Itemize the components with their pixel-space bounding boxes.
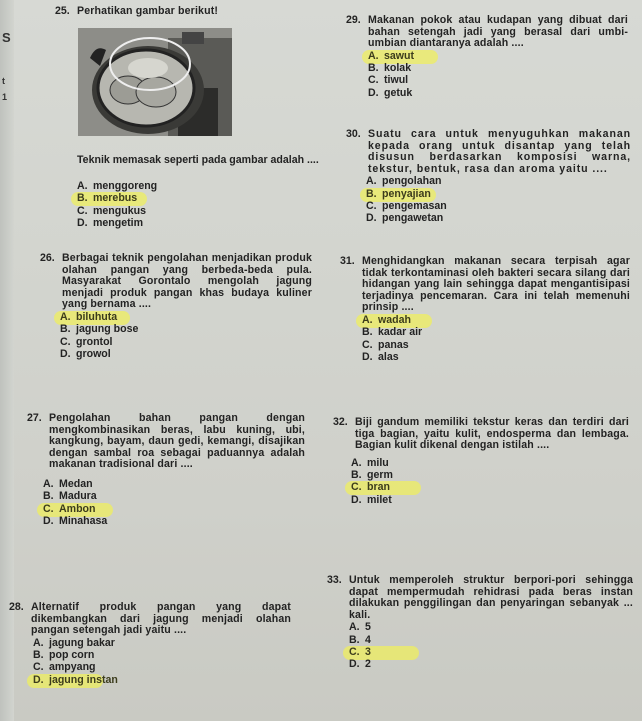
option-c[interactable]: C. pengemasan <box>366 199 447 212</box>
option-b[interactable]: B. 4 <box>349 633 371 646</box>
question-number: 26. <box>40 252 55 264</box>
option-d-selected[interactable]: D. jagung instan <box>33 675 291 687</box>
question-number: 27. <box>27 412 42 424</box>
question-30 <box>346 129 631 226</box>
option-d[interactable]: D. milet <box>351 493 392 506</box>
option-a[interactable]: A. milu <box>351 456 389 469</box>
option-d[interactable]: D. growol <box>60 347 111 360</box>
question-31 <box>340 256 630 364</box>
option-d[interactable]: D. Minahasa <box>43 514 108 527</box>
question-25 <box>55 6 320 18</box>
option-a-selected[interactable]: A. biluhuta <box>60 312 312 324</box>
question-stem: Untuk memperoleh struktur berpori-pori sehingga dapat mempermudah rehidrasi pada beras instan dilakukan penggilingan dan penyaringan sebanyak ... kali. <box>349 574 633 621</box>
question-number: 30. <box>346 128 361 140</box>
question-stem: Makanan pokok atau kudapan yang dibuat dari bahan setengah jadi yang berasal dari umbi-umbian diantaranya adalah .... <box>368 14 628 50</box>
option-a-selected[interactable]: A. wadah <box>362 315 630 327</box>
edge-text-fragment: 1 <box>2 92 8 102</box>
edge-text-fragment: S <box>2 30 11 45</box>
question-28 <box>9 602 291 687</box>
question-number: 28. <box>9 601 24 613</box>
pot-on-stove-image <box>78 28 232 136</box>
option-d[interactable]: D. alas <box>362 350 399 363</box>
option-b-selected[interactable]: B. merebus <box>77 193 315 205</box>
edge-text-fragment: t <box>2 76 5 86</box>
option-c-selected[interactable]: C. bran <box>351 482 629 494</box>
option-c[interactable]: C. tiwul <box>368 74 409 87</box>
option-b[interactable]: B. germ <box>351 469 393 482</box>
question-stem: Pengolahan bahan pangan dengan mengkombinasikan beras, labu kuning, ubi, kangkung, bayam, daun gedi, kemangi, disajikan dengan sambal roa sebagai paduannya adalah makanan tradisional dari .... <box>49 412 305 471</box>
option-b[interactable]: B. pop corn <box>33 649 95 662</box>
question-number: 31. <box>340 255 355 267</box>
option-c[interactable]: C. grontol <box>60 335 113 348</box>
option-a-selected[interactable]: A. sawut <box>368 51 628 63</box>
option-c-selected[interactable]: C. 3 <box>349 647 633 659</box>
option-d[interactable]: D. mengetim <box>77 216 144 229</box>
question-number: 32. <box>333 416 348 428</box>
option-b-selected[interactable]: B. penyajian <box>366 189 631 201</box>
option-d[interactable]: D. getuk <box>368 86 413 99</box>
question-29 <box>346 15 628 100</box>
option-a[interactable]: A. 5 <box>349 621 371 634</box>
question-number: 33. <box>327 574 342 586</box>
question-stem: Berbagai teknik pengolahan menjadikan produk olahan pangan yang berbeda-beda pula. Masyarakat Gorontalo mengolah jagung menjadi produk pangan khas budaya kuliner yang bernama .... <box>62 252 312 311</box>
question-27 <box>27 413 305 528</box>
question-25-caption <box>77 155 327 167</box>
option-b[interactable]: B. kolak <box>368 62 412 75</box>
question-stem: Menghidangkan makanan secara terpisah agar tidak terkontaminasi oleh bakteri secara silang dari hidangan yang lain sehingga dapat mengantisipasi terjadinya pencemaran. Cara ini telah memenuhi prinsip .... <box>362 255 630 314</box>
question-stem: Perhatikan gambar berikut! <box>77 5 219 17</box>
option-b[interactable]: B. jagung bose <box>60 323 139 336</box>
option-d[interactable]: D. pengawetan <box>366 212 444 225</box>
option-b[interactable]: B. Madura <box>43 490 97 503</box>
cooking-pot-photo <box>78 28 232 136</box>
question-stem: Biji gandum memiliki tekstur keras dan terdiri dari tiga bagian, yaitu kulit, endosperma dan lembaga. Bagian kulit dikenal dengan istilah .... <box>355 416 629 452</box>
question-stem: Alternatif produk pangan yang dapat dikembangkan dari jagung menjadi olahan pangan setengah jadi yaitu .... <box>31 601 291 637</box>
option-c[interactable]: C. ampyang <box>33 661 96 674</box>
option-a[interactable]: A. Medan <box>43 477 93 490</box>
option-d[interactable]: D. 2 <box>349 658 371 671</box>
option-c[interactable]: C. mengukus <box>77 204 146 217</box>
question-stem: Suatu cara untuk menyuguhkan makanan kepada orang untuk disantap yang telah disusun berdasarkan komposisi warna, tekstur, bentuk, rasa dan aroma yaitu .... <box>368 128 631 175</box>
option-a[interactable]: A. jagung bakar <box>33 636 115 649</box>
option-c-selected[interactable]: C. Ambon <box>43 504 305 516</box>
option-a[interactable]: A. pengolahan <box>366 175 442 188</box>
question-number: 25. <box>55 5 70 17</box>
question-33 <box>327 575 633 672</box>
question-number: 29. <box>346 14 361 26</box>
question-26 <box>40 253 312 361</box>
option-a[interactable]: A. menggoreng <box>77 180 158 192</box>
option-c[interactable]: C. panas <box>362 338 409 351</box>
question-25-options <box>55 181 315 230</box>
question-prompt: Teknik memasak seperti pada gambar adalah .... <box>77 154 319 166</box>
option-b[interactable]: B. kadar air <box>362 326 423 339</box>
question-32 <box>333 417 629 507</box>
